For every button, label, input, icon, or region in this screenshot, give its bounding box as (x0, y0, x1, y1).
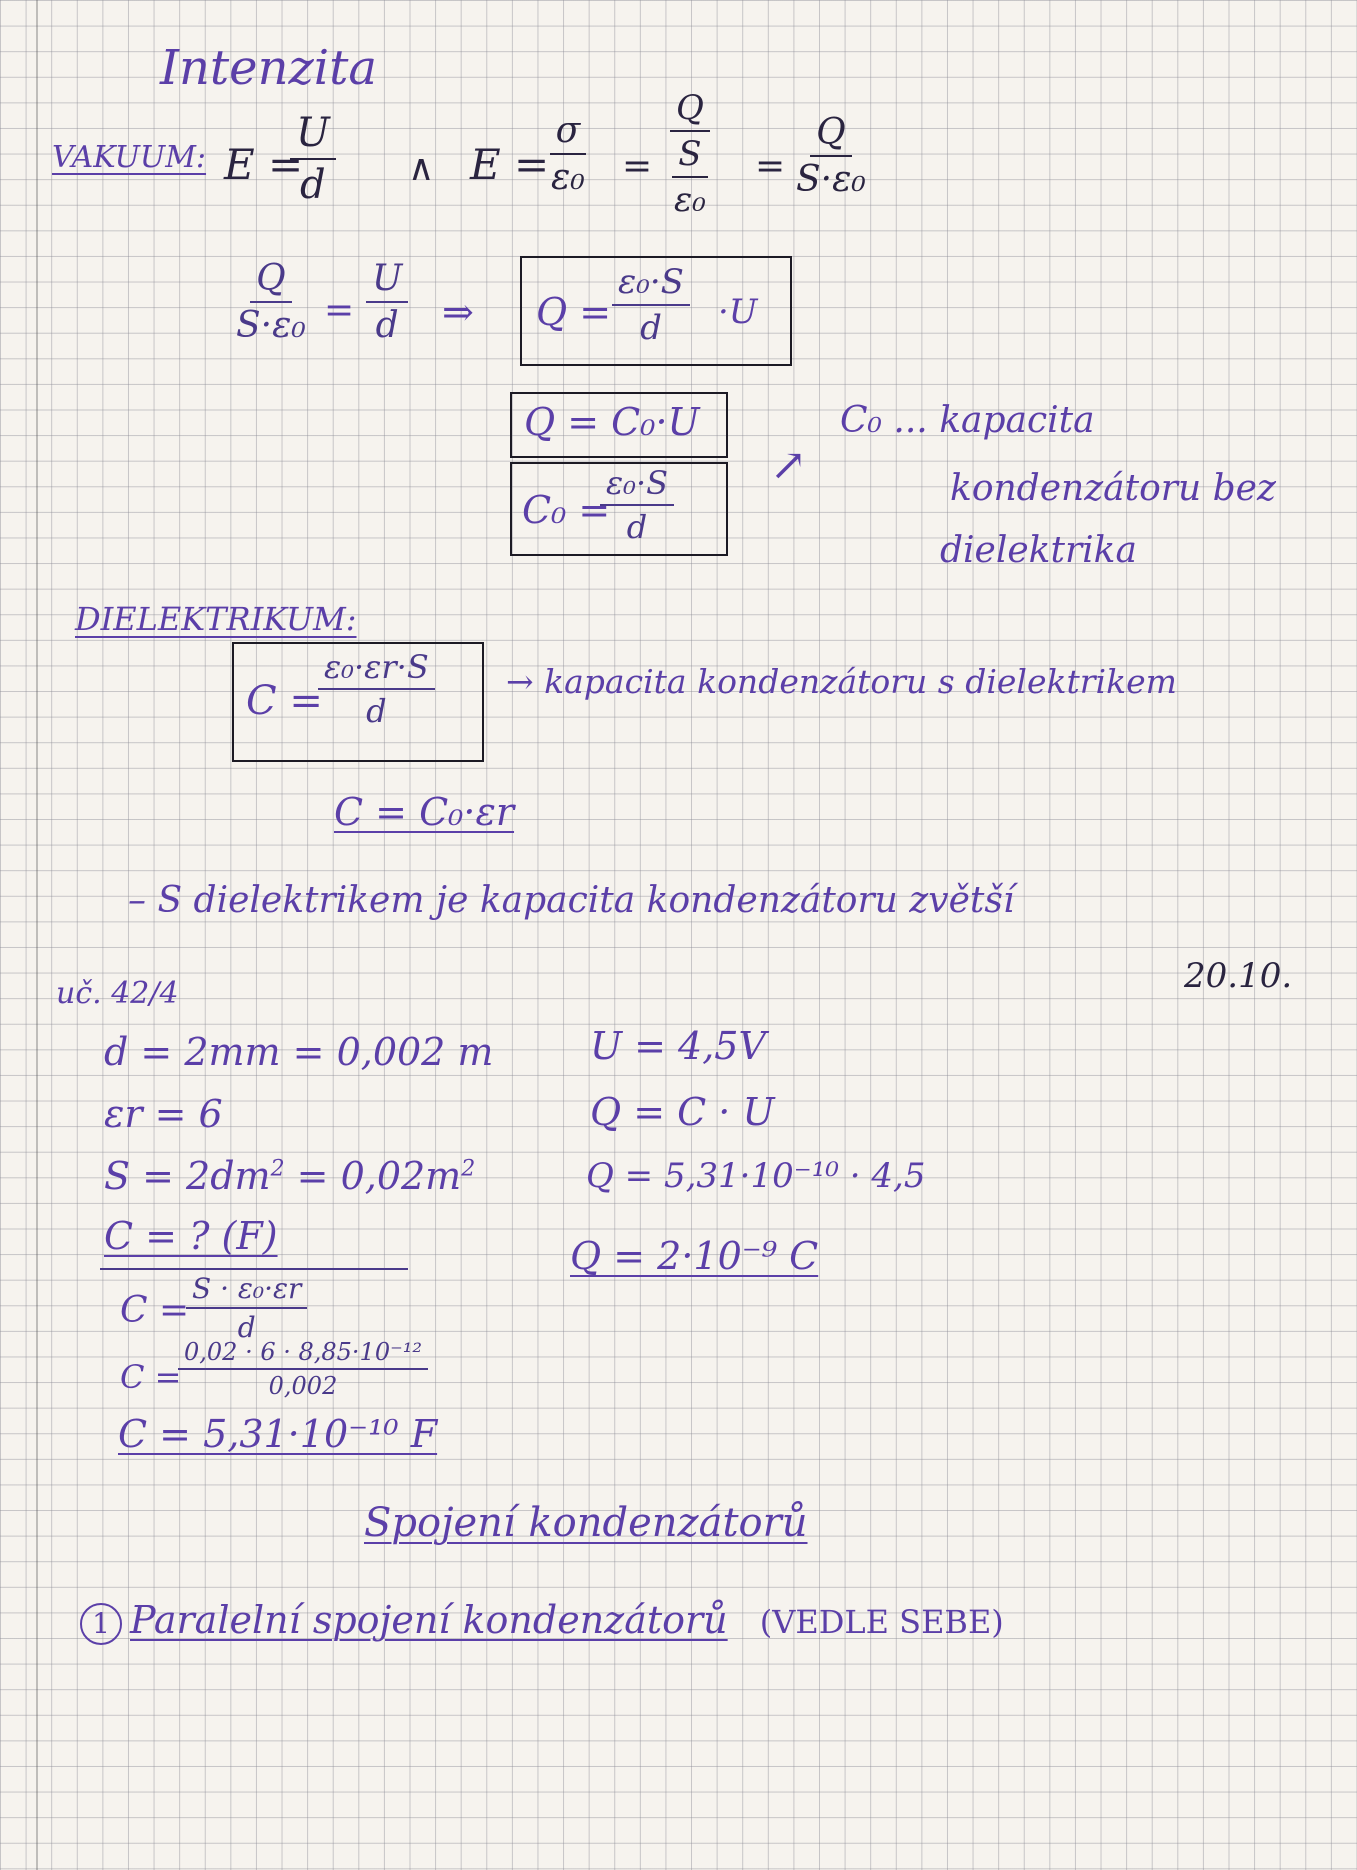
c-den: d (366, 692, 387, 730)
vakuum-label: VAKUUM: (52, 140, 207, 175)
given-s-mid: = 0,02m (284, 1154, 462, 1198)
given-c-unknown: C = ? (F) (104, 1214, 278, 1258)
given-s-sup-1: 2 (270, 1156, 285, 1182)
c0-fraction (600, 464, 674, 546)
c-dielectric-fraction (318, 648, 435, 730)
u-num: U (290, 110, 336, 160)
c0-den: d (626, 508, 648, 546)
rhs-fraction (366, 258, 408, 346)
u-over-d (290, 110, 336, 208)
rhs-num: U (366, 258, 408, 303)
c0-num: ε₀·S (600, 464, 674, 506)
derivation-equals: = (324, 290, 355, 331)
dielectric-statement: – S dielektrikem je kapacita kondenzátoru zvětší (128, 880, 1015, 921)
boxed-fraction (612, 262, 690, 348)
item-text: Paralelní spojení kondenzátorů (130, 1598, 728, 1642)
lhs-fraction (230, 258, 312, 346)
solution-num-2: 0,02 · 6 · 8,85·10⁻¹² (178, 1338, 428, 1370)
boxed-q: Q = (536, 290, 612, 334)
s-den: S (672, 132, 707, 178)
right-u: U = 4,5V (590, 1024, 766, 1068)
right-q-result: Q = 2·10⁻⁹ C (570, 1234, 819, 1278)
sigma-num: σ (550, 110, 587, 155)
dielektrikum-label: DIELEKTRIKUM: (75, 600, 357, 638)
c0-note-line3: dielektrika (940, 530, 1137, 571)
given-s (104, 1154, 475, 1198)
e-equals-2: E = (470, 140, 550, 189)
eps0-den: ε₀ (674, 180, 706, 220)
page-title: Intenzita (160, 40, 378, 96)
implies-arrow: ⇒ (442, 290, 474, 334)
right-q-sub: Q = 5,31·10⁻¹⁰ · 4,5 (586, 1156, 926, 1196)
solution-den-1: d (237, 1311, 256, 1344)
item-note: (VEDLE SEBE) (759, 1603, 1004, 1641)
margin-line (36, 0, 38, 1870)
eps-den: ε₀ (551, 157, 585, 198)
c0-note-line2: kondenzátoru bez (950, 468, 1276, 509)
c0-note-line1: C₀ ... kapacita (840, 400, 1095, 441)
lhs-den: S·ε₀ (236, 305, 306, 346)
sigma-over-eps (545, 110, 591, 198)
c-equals: C = (246, 678, 323, 724)
section-item (80, 1598, 1004, 1645)
lhs-num: Q (250, 258, 292, 303)
dielectric-arrow-note: → kapacita kondenzátoru s dielektrikem (506, 662, 1177, 701)
exercise-date: 20.10. (1184, 956, 1293, 996)
given-separator (100, 1268, 408, 1270)
c0-equals: C₀ = (522, 488, 611, 532)
q-over-s-eps (790, 112, 872, 200)
right-q-formula: Q = C · U (590, 1090, 775, 1134)
d-den: d (300, 162, 326, 208)
q-num: Q (670, 88, 710, 132)
given-s-sup-2: 2 (461, 1156, 476, 1182)
c-relation: C = C₀·εr (334, 790, 515, 834)
given-er: εr = 6 (104, 1092, 223, 1136)
section-heading: Spojení kondenzátorů (364, 1500, 808, 1546)
q-num-2: Q (810, 112, 852, 157)
boxed-num: ε₀·S (612, 262, 690, 306)
solution-c-eq: C = (120, 1290, 190, 1331)
equals-1: = (622, 146, 653, 187)
s-eps-den: S·ε₀ (796, 159, 866, 200)
given-s-pre: S = 2dm (104, 1154, 271, 1198)
e-equals: E = (224, 140, 304, 189)
equals-2: = (755, 146, 786, 187)
boxed-den: d (640, 308, 662, 348)
solution-fraction-2 (178, 1338, 428, 1400)
solution-den-2: 0,002 (268, 1372, 338, 1400)
and-symbol: ∧ (408, 148, 435, 189)
q-c0-u: Q = C₀·U (524, 400, 700, 444)
solution-c-result: C = 5,31·10⁻¹⁰ F (118, 1412, 438, 1456)
rhs-den: d (375, 305, 399, 346)
q-over-s-over-eps (668, 88, 712, 220)
exercise-ref: uč. 42/4 (56, 976, 179, 1011)
c-num: ε₀·εr·S (318, 648, 435, 690)
solution-fraction-1 (186, 1272, 307, 1344)
solution-num-1: S · ε₀·εr (186, 1272, 307, 1309)
note-arrow: ↗ (770, 440, 807, 491)
boxed-u: ·U (718, 292, 758, 332)
item-number: 1 (80, 1603, 122, 1645)
solution-c-eq-2: C = (120, 1358, 182, 1396)
given-d: d = 2mm = 0,002 m (104, 1030, 494, 1074)
